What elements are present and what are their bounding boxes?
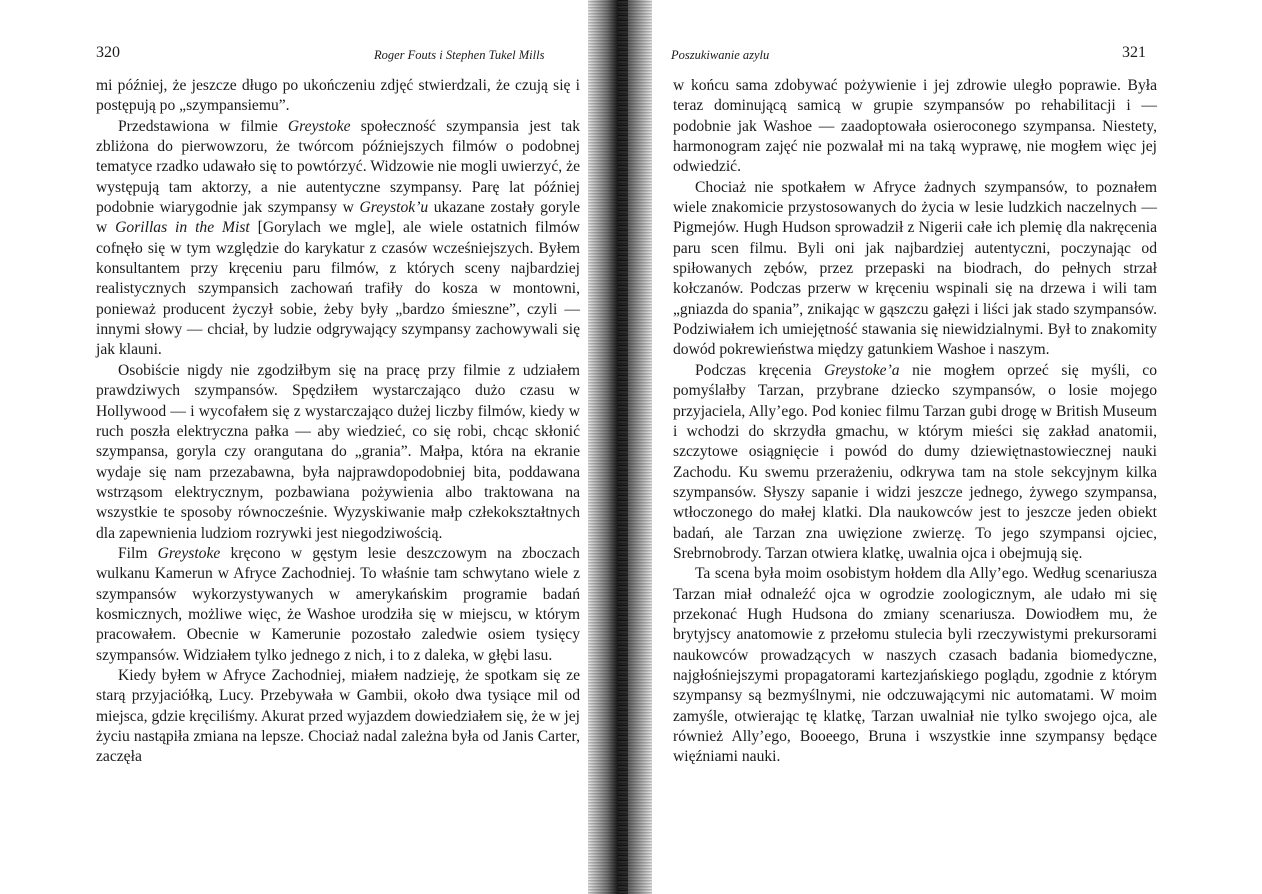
right-paragraph: Podczas kręcenia Greystoke’a nie mogłem oprzeć się myśli, co pomyślałby Tarzan, przybrane dziecko szympansów, o losie mojego przyjaciela, Ally’ego. Pod koniec filmu Tarzan gubi drogę w British Museum i wchodzi do skrzydła gmachu, w którym mieści się zakład anatomii, szczytowe osiągnięcie i powód do dumy dziewiętnastowiecznej nauki Zachodu. Ku swemu przerażeniu, odkrywa tam na stole sekcyjnym kilka szympansów. Słyszy sapanie i widzi jeszcze jednego, żywego szympansa, wtłoczonego do małej klatki. Dla naukowców jest to jeszcze jeden obiekt badań, ale Tarzan zna uwięzione zwierzę. To jego szympansi ojciec, Srebrnobrody. Tarzan otwiera klatkę, uwalnia ojca i obejmują się. <box>673 361 1158 562</box>
left-paragraph: mi później, że jeszcze długo po ukończeniu zdjęć stwierdzali, że czują się i postępują po „szympansiemu”. <box>96 77 580 115</box>
book-spine <box>618 0 628 894</box>
left-paragraph: Film Greystoke kręcono w gęstym lesie deszczowym na zboczach wulkanu Kamerun w Afryce Zachodniej. To właśnie tam schwytano wiele z szympansów wykorzystywanych w amerykańskim programie badań kosmicznych, możliwe więc, że Washoe urodziła się w miejscu, w którym pracowałem. Obecnie w Kamerunie pozostało zaledwie osiem tysięcy szympansów. Widziałem tylko jednego z nich, i to z daleka, w głębi lasu. <box>96 544 580 664</box>
right-paragraph: w końcu sama zdobywać pożywienie i jej zdrowie uległo poprawie. Była teraz dominującą samicą w grupie szympansów po rehabilitacji i — podobnie jak Washoe — zaadoptowała osieroconego szympansa. Niestety, harmonogram zajęć nie pozwalał mi na taką wyprawę, nie mogłem więc jej odwiedzić. <box>673 77 1157 176</box>
left-running-head: Roger Fouts i Stephen Tukel Mills <box>374 48 545 62</box>
right-body-text <box>673 76 1157 768</box>
right-paragraph: Ta scena była moim osobistym hołdem dla Ally’ego. Według scenariusza Tarzan miał odnaleźć ojca w ogrodzie zoologicznym, ale udało mi się przekonać Hugh Hudsona do zmiany scenariusza. Dowiodłem mu, że brytyjscy anatomowie z przełomu stulecia byli rzeczywistymi prekursorami naukowców prowadzących w naszych czasach badania biomedyczne, najgłośniejszymi propagatorami kartezjańskiego poglądu, zgodnie z którym szympansy są bezmyślnymi, nie odczuwającymi nic automatami. W moim zamyśle, otwierając tę klatkę, Tarzan uwalniał nie tylko swojego ojca, ale również Ally’ego, Booeego, Bruna i wszystkie inne szympansy będące więźniami nauki. <box>673 565 1157 766</box>
left-paragraph: Przedstawiona w filmie Greystoke społeczność szympansia jest tak zbliżona do pierwowzoru, że twórcom późniejszych filmów o podobnej tematyce rzadko udawało się to powtórzyć. Widzowie nie mogli uwierzyć, że występują tam aktorzy, a nie autentyczne szympansy. Parę lat później podobnie wiarygodnie jak szympansy w Greystok’u ukazane zostały goryle w Gorillas in the Mist [Gorylach we mgle], ale wiele ostatnich filmów cofnęło się w tym względzie do karykatur z czasów wcześniejszych. Byłem konsultantem przy kręceniu paru filmów, z których sceny najbardziej realistycznych szympansich zachowań trafiły do kosza w montowni, ponieważ producent życzył sobie, żeby były „bardzo śmieszne”, czyli — innymi słowy — chciał, by ludzie odgrywający szympansy zachowywali się jak klauni. <box>96 117 580 359</box>
left-page <box>0 0 610 894</box>
left-page-number: 320 <box>96 44 120 61</box>
right-page-number: 321 <box>1122 44 1146 61</box>
right-paragraph: Chociaż nie spotkałem w Afryce żadnych szympansów, to poznałem wiele znakomicie przystosowanych do życia w lesie ludzkich naczelnych — Pigmejów. Hugh Hudson sprowadził z Nigerii całe ich plemię dla nakręcenia paru scen filmu. Byli oni jak najbardziej autentyczni, poczynając od spiłowanych zębów, przez przepaski na biodrach, do pełnych strzał kołczanów. Podczas przerw w kręceniu wspinali się na drzewa i wili tam „gniazda do spania”, znikając w gąszczu gałęzi i liści jak stado szympansów. Podziwiałem ich umiejętność stawania się niewidzialnymi. Był to znakomity dowód pokrewieństwa między gatunkiem Washoe i naszym. <box>673 178 1157 359</box>
left-body-text <box>96 76 580 768</box>
right-page <box>640 0 1262 894</box>
left-paragraph: Kiedy byłem w Afryce Zachodniej, miałem nadzieję, że spotkam się ze starą przyjaciółką, Lucy. Przebywała w Gambii, około dwa tysiące mil od miejsca, gdzie kręciliśmy. Akurat przed wyjazdem dowiedziałem się, że w jej życiu nastąpiła zmiana na lepsze. Chociaż nadal zależna była od Janis Carter, zaczęła <box>96 666 580 766</box>
left-paragraph: Osobiście nigdy nie zgodziłbym się na pracę przy filmie z udziałem prawdziwych szympansów. Spędziłem wystarczająco dużo czasu w Hollywood — i wycofałem się z wystarczająco dużej liczby filmów, kiedy w ruch poszła elektryczna pałka — aby wiedzieć, co się robi, chcąc skłonić szympansa, goryla czy orangutana do „grania”. Małpa, która na ekranie wydaje się nam przezabawna, była najprawdopodobniej bita, poddawana wstrząsom elektrycznym, pozbawiana pożywienia albo traktowana na wszystkie te sposoby równocześnie. Wyzyskiwanie małp człekokształtnych dla zapewnienia ludziom rozrywki jest niegodziwością. <box>96 361 580 542</box>
right-running-head: Poszukiwanie azylu <box>671 48 770 62</box>
